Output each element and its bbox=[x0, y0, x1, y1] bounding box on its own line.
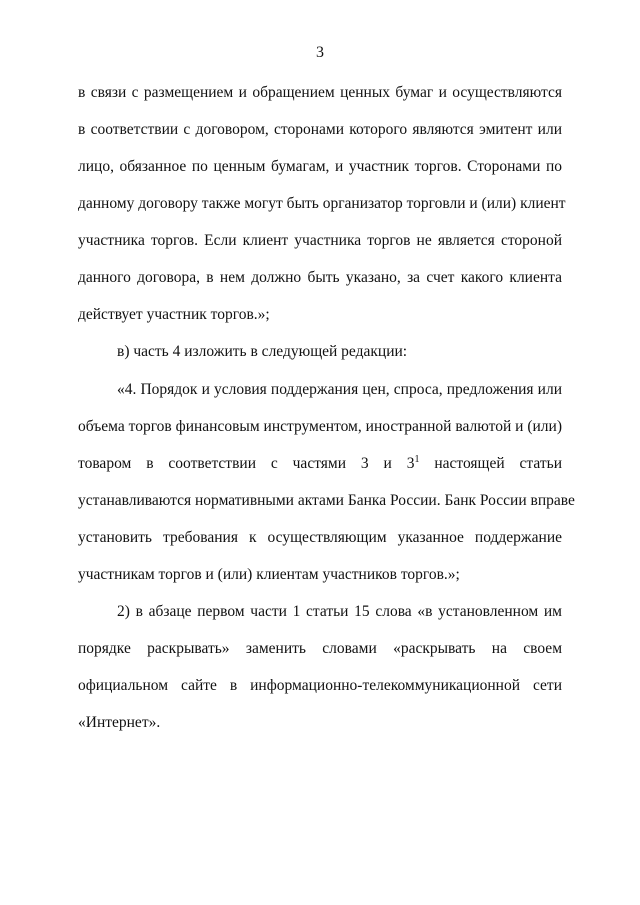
text-segment: настоящей статьи bbox=[419, 455, 562, 472]
text-line: в связи с размещением и обращением ценных бумаг и осуществляются bbox=[78, 84, 562, 101]
text-line: данного договора, в нем должно быть указано, за счет какого клиента bbox=[78, 269, 562, 286]
superscript: 1 bbox=[414, 454, 420, 465]
text-line: установить требования к осуществляющим указанное поддержание bbox=[78, 529, 562, 546]
text-line bbox=[78, 453, 562, 475]
text-line: участникам торгов и (или) клиентам участников торгов.»; bbox=[78, 566, 460, 583]
text-segment: товаром в соответствии с частями 3 и 3 bbox=[78, 455, 415, 472]
text-line: устанавливаются нормативными актами Банка России. Банк России вправе bbox=[78, 492, 575, 509]
text-line: лицо, обязанное по ценным бумагам, и участник торгов. Сторонами по bbox=[78, 158, 562, 175]
text-line: участника торгов. Если клиент участника торгов не является стороной bbox=[78, 232, 562, 249]
paragraph-line: 2) в абзаце первом части 1 статьи 15 слова «в установленном им bbox=[117, 603, 562, 620]
paragraph-line: в) часть 4 изложить в следующей редакции: bbox=[117, 343, 408, 360]
text-line: официальном сайте в информационно-телекоммуникационной сети bbox=[78, 677, 562, 694]
text-line: действует участник торгов.»; bbox=[78, 306, 270, 323]
page-number: 3 bbox=[316, 44, 324, 61]
text-line: объема торгов финансовым инструментом, иностранной валютой и (или) bbox=[78, 418, 562, 435]
text-line: данному договору также могут быть организатор торговли и (или) клиент bbox=[78, 195, 566, 212]
paragraph-line: «4. Порядок и условия поддержания цен, спроса, предложения или bbox=[117, 381, 562, 398]
text-line: в соответствии с договором, сторонами которого являются эмитент или bbox=[78, 121, 562, 138]
text-line: порядке раскрывать» заменить словами «раскрывать на своем bbox=[78, 640, 562, 657]
text-line: «Интернет». bbox=[78, 714, 161, 731]
